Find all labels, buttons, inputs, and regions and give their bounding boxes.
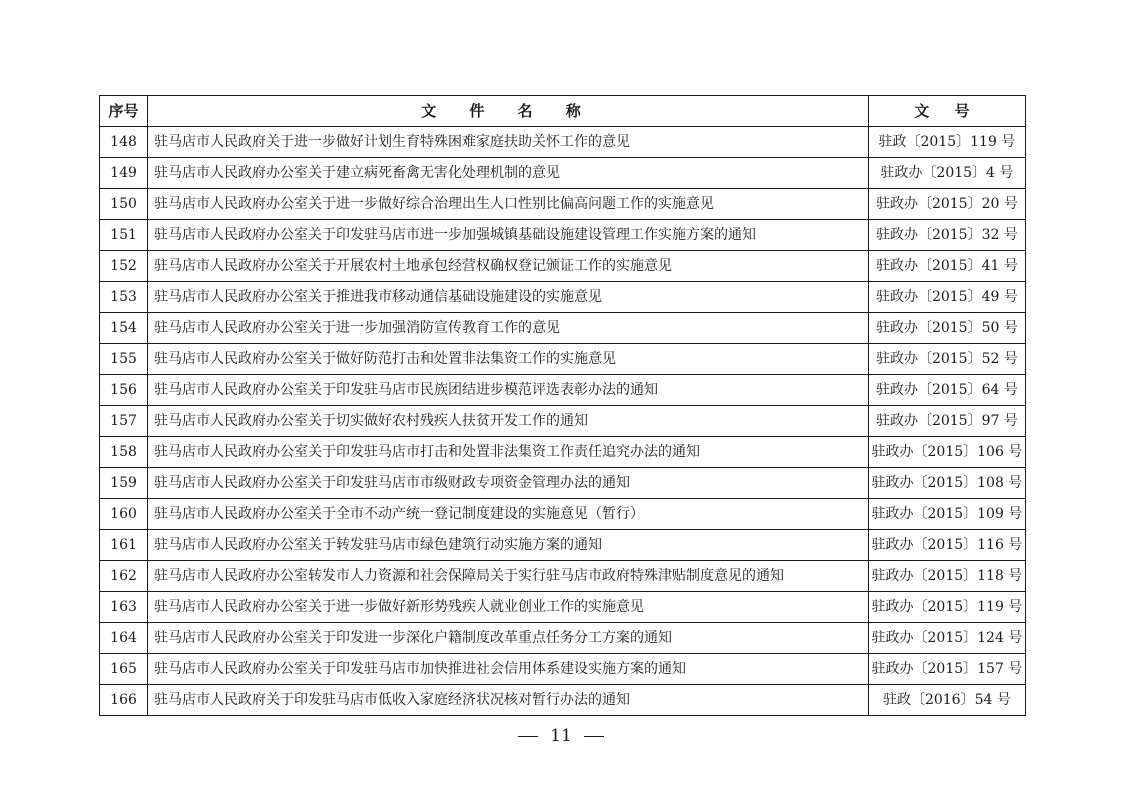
row-document-code: 驻政办〔2015〕20 号 [868, 189, 1025, 220]
table-row [100, 499, 1026, 530]
table-row [100, 561, 1026, 592]
row-document-code: 驻政〔2015〕119 号 [868, 127, 1025, 158]
row-document-name: 驻马店市人民政府办公室关于印发驻马店市进一步加强城镇基础设施建设管理工作实施方案的通知 [148, 220, 869, 251]
row-document-code: 驻政办〔2015〕4 号 [868, 158, 1025, 189]
row-document-name: 驻马店市人民政府办公室关于印发进一步深化户籍制度改革重点任务分工方案的通知 [148, 623, 869, 654]
row-document-code: 驻政办〔2015〕50 号 [868, 313, 1025, 344]
row-document-code: 驻政办〔2015〕106 号 [868, 437, 1025, 468]
row-document-name: 驻马店市人民政府办公室关于做好防范打击和处置非法集资工作的实施意见 [148, 344, 869, 375]
row-serial-number: 153 [100, 282, 148, 313]
row-serial-number: 160 [100, 499, 148, 530]
row-document-code: 驻政办〔2015〕116 号 [868, 530, 1025, 561]
row-document-name: 驻马店市人民政府办公室关于印发驻马店市打击和处置非法集资工作责任追究办法的通知 [148, 437, 869, 468]
row-document-code: 驻政办〔2015〕157 号 [868, 654, 1025, 685]
row-serial-number: 156 [100, 375, 148, 406]
row-document-code: 驻政办〔2015〕41 号 [868, 251, 1025, 282]
table-row [100, 685, 1026, 716]
row-document-name: 驻马店市人民政府办公室关于推进我市移动通信基础设施建设的实施意见 [148, 282, 869, 313]
row-document-code: 驻政办〔2015〕118 号 [868, 561, 1025, 592]
row-document-name: 驻马店市人民政府办公室关于进一步做好综合治理出生人口性别比偏高问题工作的实施意见 [148, 189, 869, 220]
row-document-code: 驻政办〔2015〕49 号 [868, 282, 1025, 313]
row-serial-number: 149 [100, 158, 148, 189]
table-row [100, 313, 1026, 344]
table-row [100, 282, 1026, 313]
table-row [100, 344, 1026, 375]
table-row [100, 375, 1026, 406]
header-document-code: 文 号 [868, 96, 1025, 127]
footer-dash-left [518, 736, 538, 737]
table-row [100, 623, 1026, 654]
table-row [100, 406, 1026, 437]
row-document-code: 驻政办〔2015〕64 号 [868, 375, 1025, 406]
row-document-code: 驻政〔2016〕54 号 [868, 685, 1025, 716]
row-serial-number: 166 [100, 685, 148, 716]
row-document-name: 驻马店市人民政府办公室转发市人力资源和社会保障局关于实行驻马店市政府特殊津贴制度意见的通知 [148, 561, 869, 592]
row-serial-number: 161 [100, 530, 148, 561]
row-serial-number: 165 [100, 654, 148, 685]
row-serial-number: 151 [100, 220, 148, 251]
row-serial-number: 148 [100, 127, 148, 158]
row-document-code: 驻政办〔2015〕109 号 [868, 499, 1025, 530]
row-document-name: 驻马店市人民政府关于印发驻马店市低收入家庭经济状况核对暂行办法的通知 [148, 685, 869, 716]
row-document-name: 驻马店市人民政府办公室关于转发驻马店市绿色建筑行动实施方案的通知 [148, 530, 869, 561]
row-document-code: 驻政办〔2015〕124 号 [868, 623, 1025, 654]
row-document-code: 驻政办〔2015〕108 号 [868, 468, 1025, 499]
table-body [100, 127, 1026, 716]
row-serial-number: 152 [100, 251, 148, 282]
table-row [100, 127, 1026, 158]
header-document-name: 文 件 名 称 [148, 96, 869, 127]
table-row [100, 158, 1026, 189]
row-serial-number: 150 [100, 189, 148, 220]
header-serial-number: 序号 [100, 96, 148, 127]
row-document-name: 驻马店市人民政府办公室关于印发驻马店市市级财政专项资金管理办法的通知 [148, 468, 869, 499]
row-document-code: 驻政办〔2015〕52 号 [868, 344, 1025, 375]
row-document-name: 驻马店市人民政府办公室关于全市不动产统一登记制度建设的实施意见（暂行） [148, 499, 869, 530]
row-serial-number: 163 [100, 592, 148, 623]
row-document-name: 驻马店市人民政府办公室关于印发驻马店市加快推进社会信用体系建设实施方案的通知 [148, 654, 869, 685]
row-serial-number: 159 [100, 468, 148, 499]
table-row [100, 220, 1026, 251]
table-row [100, 530, 1026, 561]
row-serial-number: 158 [100, 437, 148, 468]
row-document-name: 驻马店市人民政府办公室关于建立病死畜禽无害化处理机制的意见 [148, 158, 869, 189]
document-table [99, 95, 1026, 716]
row-serial-number: 155 [100, 344, 148, 375]
table-row [100, 437, 1026, 468]
table-row [100, 468, 1026, 499]
page-number: 11 [550, 726, 572, 746]
row-document-name: 驻马店市人民政府关于进一步做好计划生育特殊困难家庭扶助关怀工作的意见 [148, 127, 869, 158]
row-serial-number: 157 [100, 406, 148, 437]
row-document-code: 驻政办〔2015〕119 号 [868, 592, 1025, 623]
row-document-code: 驻政办〔2015〕32 号 [868, 220, 1025, 251]
page-footer [0, 723, 1122, 749]
row-document-name: 驻马店市人民政府办公室关于开展农村土地承包经营权确权登记颁证工作的实施意见 [148, 251, 869, 282]
row-serial-number: 154 [100, 313, 148, 344]
table-row [100, 654, 1026, 685]
table-row [100, 592, 1026, 623]
row-serial-number: 162 [100, 561, 148, 592]
footer-dash-right [584, 736, 604, 737]
row-document-name: 驻马店市人民政府办公室关于进一步做好新形势残疾人就业创业工作的实施意见 [148, 592, 869, 623]
table-row [100, 251, 1026, 282]
table-row [100, 189, 1026, 220]
row-document-name: 驻马店市人民政府办公室关于切实做好农村残疾人扶贫开发工作的通知 [148, 406, 869, 437]
table-header-row [100, 96, 1026, 127]
row-document-name: 驻马店市人民政府办公室关于印发驻马店市民族团结进步模范评选表彰办法的通知 [148, 375, 869, 406]
row-document-code: 驻政办〔2015〕97 号 [868, 406, 1025, 437]
row-serial-number: 164 [100, 623, 148, 654]
row-document-name: 驻马店市人民政府办公室关于进一步加强消防宣传教育工作的意见 [148, 313, 869, 344]
